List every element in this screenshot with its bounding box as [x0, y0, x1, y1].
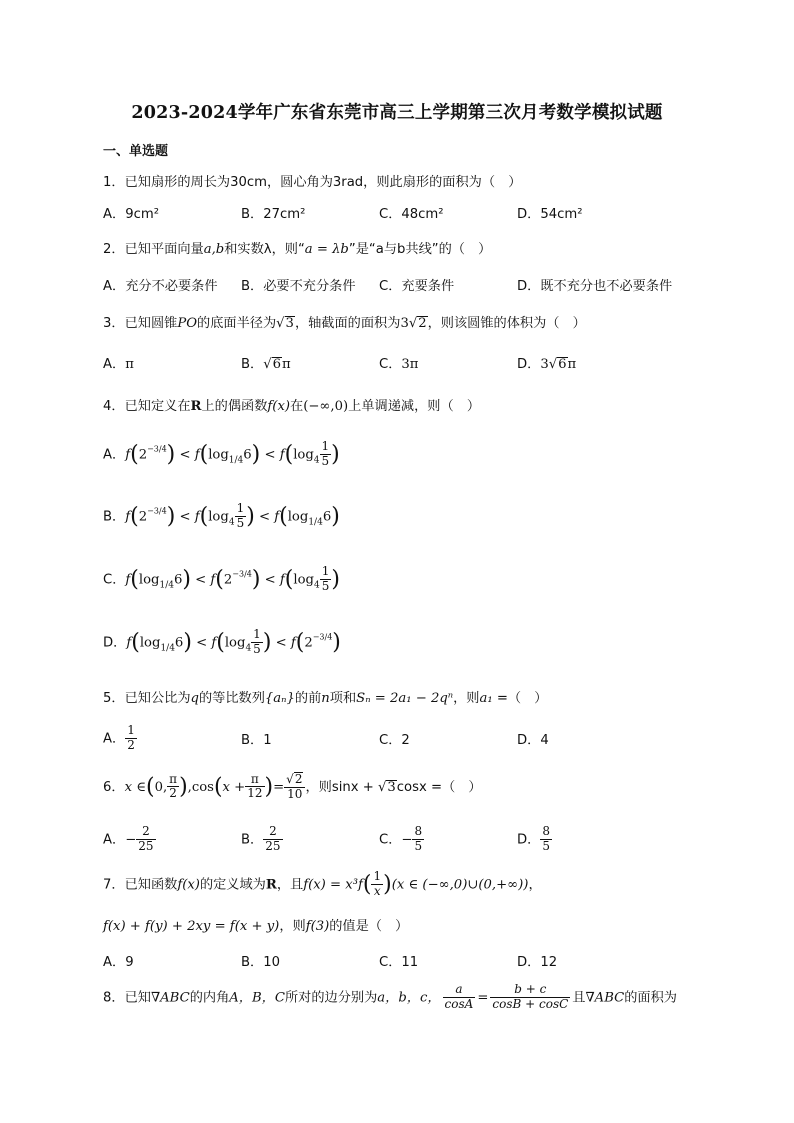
- q4-option-d: D．$f(\log_{1/4}6) < f(\log_4$ $\frac{1}{5}$ ) < $f(2^{-3/4})$: [103, 627, 341, 656]
- q4-text-1: 4．已知定义在: [103, 399, 191, 414]
- q6-a-den: 25: [138, 838, 154, 853]
- q8-equals: =: [477, 990, 489, 1006]
- q6-pi12-num: π: [245, 773, 264, 788]
- q4-option-label: C．: [103, 572, 126, 588]
- q3-area: 3√2: [400, 316, 427, 331]
- q8-text-4: 且: [572, 990, 586, 1006]
- q5-text-6: =（ ）: [492, 691, 548, 706]
- q6-option-c: [379, 825, 424, 854]
- q3-c-value: 3π: [401, 357, 419, 372]
- q6-option-b: [241, 825, 283, 854]
- q4-real-set: R: [190, 399, 202, 414]
- q2-equation: a = λb: [304, 242, 349, 257]
- q5-a-num: 1: [127, 723, 135, 737]
- q3-d-radicand: 6: [558, 357, 567, 372]
- question-2: [103, 238, 491, 257]
- q7-one: 1: [373, 869, 382, 883]
- q8-angles: A，B，C: [229, 990, 285, 1006]
- q6-c-sign: −: [401, 832, 413, 848]
- q2-option-b: B．必要不充分条件: [241, 279, 356, 294]
- q5-text-4: 项和: [329, 691, 357, 706]
- q7-option-a: A．9: [103, 955, 134, 970]
- q7-f3: f(3): [305, 919, 330, 934]
- question-6: 6．x ∈(0, $\frac{\pi}{2}$ ),cos(x + $\frac{\pi}{12}$ )= $\frac{√2}{10}$ ，则sinx + √3cosx =（ ）: [103, 771, 482, 801]
- q5-text-3: 的前: [294, 691, 322, 706]
- q6-sqrt2-10: $\frac{√2}{10}$: [284, 772, 305, 802]
- q7-text-3: ，且: [276, 877, 304, 893]
- q6-a-num: 2: [136, 825, 155, 840]
- question-5: [103, 687, 547, 706]
- q2-vectors: a,b: [203, 242, 225, 257]
- q1-option-c: C．48cm²: [379, 207, 444, 222]
- q7-comma: ，: [528, 877, 542, 893]
- q6-rad2: 2: [294, 772, 303, 786]
- q6-b-label: B．: [241, 832, 264, 848]
- q3-radius-value: 3: [285, 316, 294, 331]
- q4-text-4: 上单调递减，则（ ）: [348, 399, 481, 414]
- q1-option-d: D．54cm²: [517, 207, 583, 222]
- q7-option-b: B．10: [241, 955, 281, 970]
- q2-option-d: D．既不充分也不必要条件: [517, 279, 673, 294]
- q6-cos: cos: [191, 779, 214, 795]
- q3-text-3: ，轴截面的面积为: [294, 316, 401, 331]
- q5-sequence: {aₙ}: [264, 691, 295, 706]
- question-4: [103, 395, 480, 414]
- q6-label: 6．: [103, 779, 125, 795]
- q6-rad3: 3: [387, 779, 396, 795]
- q5-text-5: ，则: [453, 691, 480, 706]
- q3-option-d: D．3√6π: [517, 357, 577, 372]
- q6-c-label: C．: [379, 832, 402, 848]
- q6-equals: =: [273, 779, 285, 795]
- q6-x-plus: x +: [222, 779, 246, 795]
- q1-option-b: B．27cm²: [241, 207, 306, 222]
- q2-text-5: ”的（ ）: [431, 242, 492, 257]
- q6-text-2: cosx =（ ）: [396, 779, 482, 795]
- q7-text-5: 的值是（ ）: [329, 919, 409, 934]
- q3-b-label: B．: [241, 357, 264, 372]
- question-8: [103, 983, 677, 1012]
- q3-text-2: 的底面半径为: [197, 316, 277, 331]
- q4-option-label: B．: [103, 509, 126, 525]
- section-heading: 一、单选题: [103, 144, 169, 159]
- page-title: 2023-2024学年广东省东莞市高三上学期第三次月考数学模拟试题: [131, 103, 663, 123]
- q2-text-3: ”是“: [348, 242, 376, 257]
- q8-triangle: ∇ABC: [150, 990, 190, 1006]
- q4-text-3: 在: [290, 399, 304, 414]
- q6-a-label: A．: [103, 832, 126, 848]
- q3-d-label: D．: [517, 357, 541, 372]
- q4-text-2: 上的偶函数: [201, 399, 268, 414]
- q6-b-den: 25: [265, 838, 281, 853]
- q6-c-num: 8: [414, 824, 423, 838]
- q8-sides: a，b，c，: [377, 990, 441, 1006]
- q6-zero: 0,: [154, 779, 168, 795]
- q6-c-den: 5: [414, 838, 423, 853]
- q3-radius: √3: [276, 316, 294, 331]
- q6-x-in: x ∈: [124, 779, 146, 795]
- q3-a-label: A．: [103, 357, 126, 372]
- q1-option-a: A．9cm²: [103, 207, 159, 222]
- question-1: 1．已知扇形的周长为30cm，圆心角为3rad，则此扇形的面积为（ ）: [103, 175, 522, 190]
- q2-option-c: C．充要条件: [379, 279, 455, 294]
- q3-b-pi: π: [282, 357, 291, 372]
- q7-text-2: 的定义域为: [199, 877, 266, 893]
- q7-x: x: [373, 883, 381, 898]
- q8-text-2: 的内角: [189, 990, 230, 1006]
- q5-sum-formula: Sₙ = 2a₁ − 2qⁿ: [356, 691, 454, 706]
- q3-d-coef: 3: [540, 357, 549, 372]
- q3-c-label: C．: [379, 357, 402, 372]
- q7-equation-1: f(x) = x³f: [303, 877, 363, 893]
- q3-a-value: π: [125, 357, 134, 372]
- q5-a-label: A．: [103, 731, 126, 747]
- q5-text-2: 的等比数列: [198, 691, 265, 706]
- q4-option-a: A．$f(2^{-3/4}) < f(\log_{1/4}6) < f(\log_4$ $\frac{1}{5}$ ): [103, 439, 340, 468]
- q6-d-den: 5: [542, 838, 550, 853]
- q7-text-1: 7．已知函数: [103, 877, 178, 893]
- q3-option-b: B．√6π: [241, 357, 291, 372]
- question-7-line-2: [103, 915, 408, 934]
- q8-frac1-den: cosA: [444, 996, 474, 1011]
- q2-option-a: A．充分不必要条件: [103, 279, 218, 294]
- q6-text-1: ，则sinx +: [305, 779, 378, 795]
- q5-option-a: [103, 724, 137, 753]
- q3-b-radicand: 6: [272, 357, 282, 372]
- q4-option-b: B．$f(2^{-3/4}) < f(\log_4$ $\frac{1}{5}$ ) < $f(\log_{1/4}6)$: [103, 501, 340, 530]
- q8-frac2-num: b + c: [490, 983, 570, 998]
- q3-text-4: ，则该圆锥的体积为（ ）: [427, 316, 586, 331]
- q6-pi-num: π: [169, 771, 178, 786]
- q2-text-2: 和实数λ，则“: [224, 242, 305, 257]
- q8-frac1-num: a: [443, 983, 476, 998]
- q5-a-fraction: [125, 724, 137, 753]
- q4-function: f(x): [267, 399, 291, 414]
- q4-interval: (−∞,0): [303, 399, 349, 414]
- q6-option-d: [517, 825, 552, 854]
- q7-equation-2: f(x) + f(y) + 2xy = f(x + y): [103, 919, 280, 934]
- q3-area-radicand: 2: [418, 316, 427, 331]
- q3-option-a: [103, 353, 134, 372]
- q5-a1: a₁: [479, 691, 493, 706]
- question-3: [103, 312, 586, 332]
- q6-pi-half: [167, 773, 179, 802]
- q7-real-set: R: [265, 877, 277, 893]
- q6-ten: 10: [287, 786, 303, 801]
- question-7: 7．已知函数f(x)的定义域为R，且f(x) = x³f( $\frac{1}{x}$ )(x ∈ (−∞,0)∪(0,+∞))，: [103, 869, 542, 898]
- q7-option-c: C．11: [379, 955, 419, 970]
- q5-text-1: 5．已知公比为: [103, 691, 191, 706]
- q3-area-coef: 3: [400, 316, 409, 331]
- q6-pi-12: [245, 773, 264, 802]
- q4-option-label: D．: [103, 635, 127, 651]
- q5-option-b: B．1: [241, 733, 272, 748]
- q6-b-num: 2: [263, 825, 282, 840]
- q5-option-c: C．2: [379, 733, 410, 748]
- q2-text-4: a与b共线: [375, 242, 432, 257]
- q4-option-c: C．$f(\log_{1/4}6) < f(2^{-3/4}) < f(\log_4$ $\frac{1}{5}$ ): [103, 564, 340, 593]
- q5-a-den: 2: [127, 737, 135, 752]
- q6-pi12-den: 12: [247, 786, 263, 801]
- q3-text-1: 3．已知圆锥: [103, 316, 178, 331]
- q7-text-4: ，则: [279, 919, 306, 934]
- q4-option-label: A．: [103, 447, 126, 463]
- q3-cone-name: PO: [177, 316, 198, 331]
- q8-text-5: 的面积为: [624, 990, 677, 1006]
- q5-n: n: [321, 691, 330, 706]
- q7-option-d: D．12: [517, 955, 558, 970]
- q5-option-d: D．4: [517, 733, 549, 748]
- q7-domain: (x ∈ (−∞,0)∪(0,+∞)): [391, 877, 529, 893]
- q3-d-pi: π: [567, 357, 577, 372]
- q6-pi-den: 2: [169, 786, 177, 801]
- q6-option-a: [103, 825, 156, 854]
- q2-text-1: 2．已知平面向量: [103, 242, 204, 257]
- q7-function: f(x): [177, 877, 200, 893]
- q8-triangle-2: ∇ABC: [585, 990, 625, 1006]
- q8-text-1: 8．已知: [103, 990, 151, 1006]
- q6-a-sign: −: [125, 832, 137, 848]
- q5-ratio: q: [190, 691, 199, 706]
- q3-option-c: [379, 353, 418, 372]
- q6-d-num: 8: [542, 824, 550, 838]
- q8-text-3: 所对的边分别为: [284, 990, 378, 1006]
- q6-d-label: D．: [517, 832, 541, 848]
- q8-frac2-den: cosB + cosC: [492, 996, 569, 1011]
